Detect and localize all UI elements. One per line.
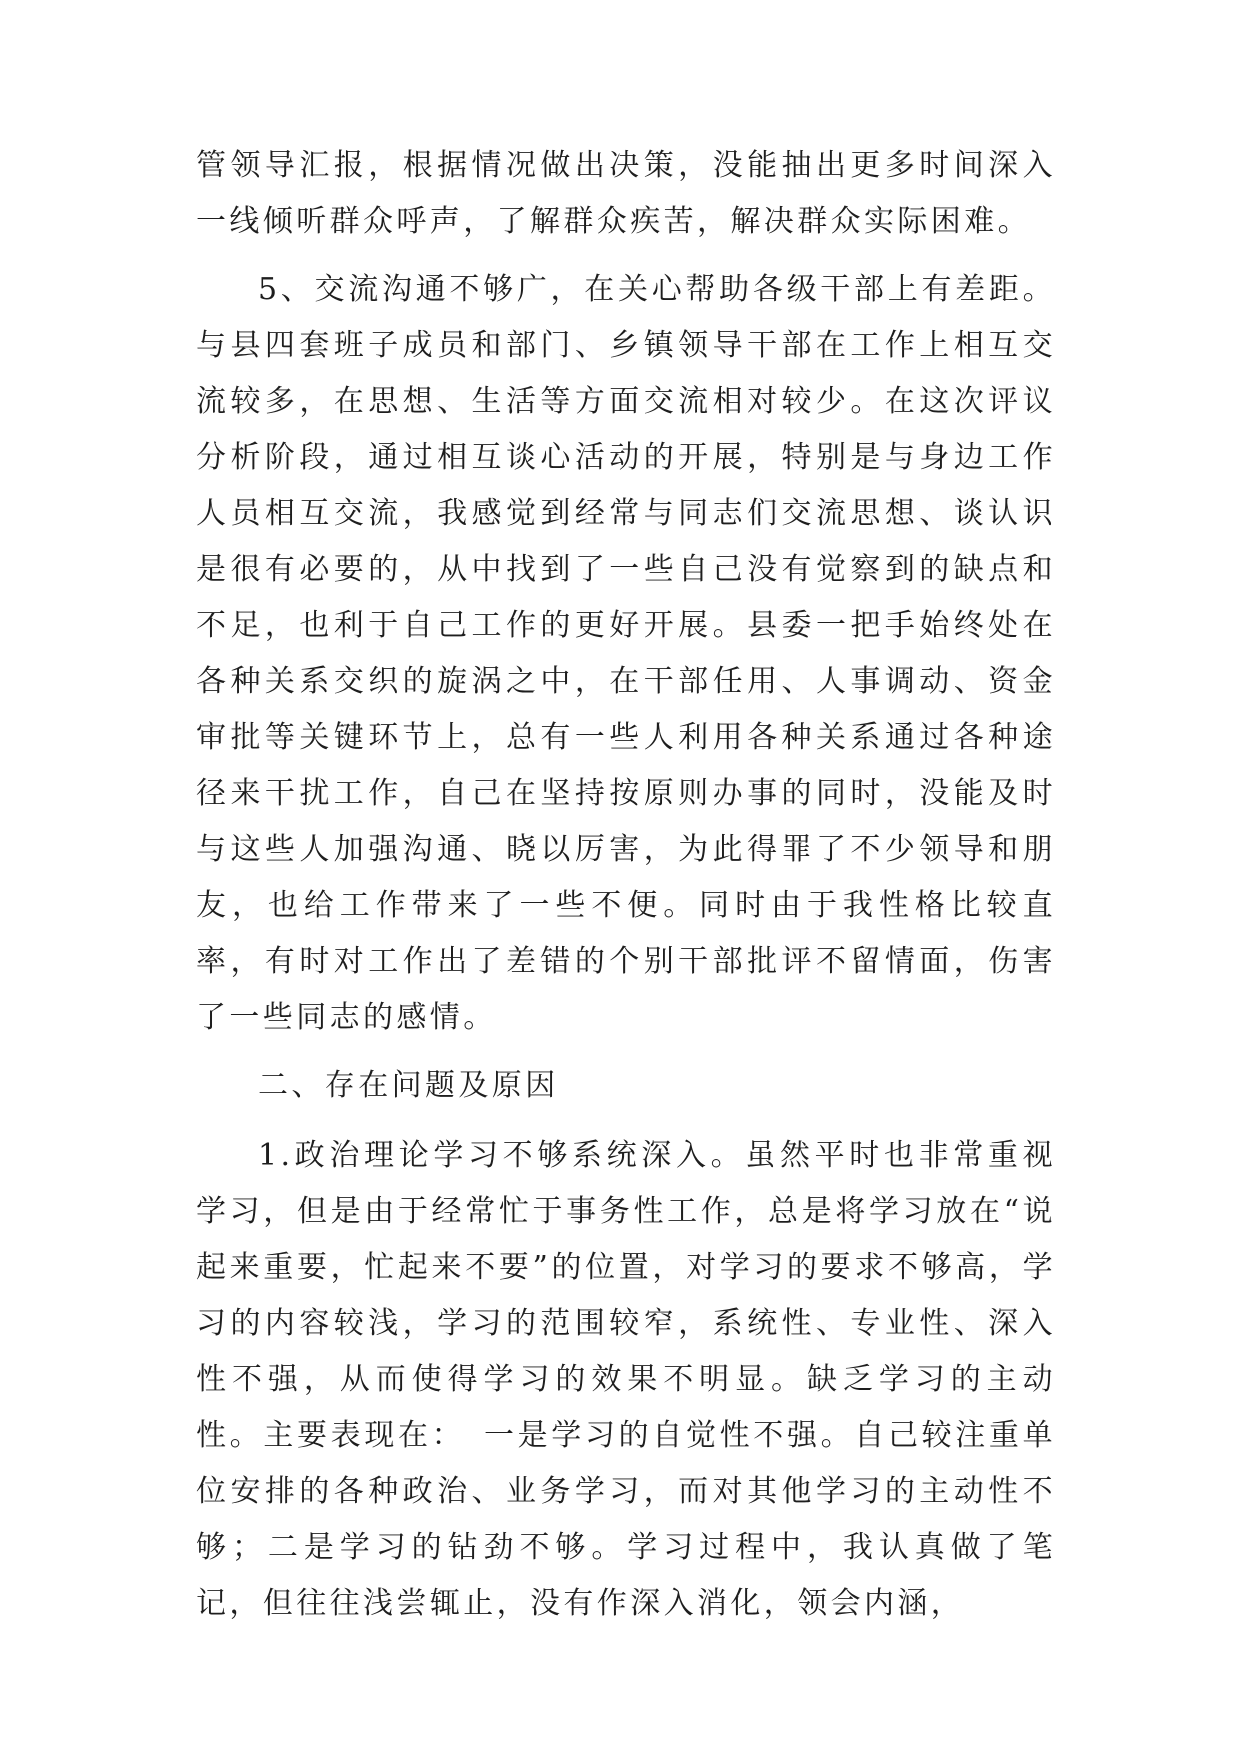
document-body <box>196 138 1056 1644</box>
section-heading-problems-causes: 二、存在问题及原因 <box>258 1068 559 1103</box>
paragraph-political-theory-study: 1.政治理论学习不够系统深入。虽然平时也非常重视学习，但是由于经常忙于事务性工作，总是将学习放在“说起来重要，忙起来不要”的位置，对学习的要求不够高，学习的内容较浅，学习的范围较窄，系统性、专业性、深入性不强，从而使得学习的效果不明显。缺乏学习的主动性。主要表现在： 一是学习的自觉性不强。自己较注重单位安排的各种政治、业务学习，而对其他学习的主动性不够；二是学习的钻劲不够。学习过程中，我认真做了笔记，但往往浅尝辄止，没有作深入消化，领会内涵， <box>196 1138 1056 1621</box>
paragraph-leadership-report: 管领导汇报，根据情况做出决策，没能抽出更多时间深入一线倾听群众呼声，了解群众疾苦，解决群众实际困难。 <box>196 148 1056 239</box>
paragraph-communication: 5、交流沟通不够广，在关心帮助各级干部上有差距。与县四套班子成员和部门、乡镇领导干部在工作上相互交流较多，在思想、生活等方面交流相对较少。在这次评议分析阶段，通过相互谈心活动的开展，特别是与身边工作人员相互交流，我感觉到经常与同志们交流思想、谈认识是很有必要的，从中找到了一些自己没有觉察到的缺点和不足，也利于自己工作的更好开展。县委一把手始终处在各种关系交织的旋涡之中，在干部任用、人事调动、资金审批等关键环节上，总有一些人利用各种关系通过各种途径来干扰工作，自己在坚持按原则办事的同时，没能及时与这些人加强沟通、晓以厉害，为此得罪了不少领导和朋友，也给工作带来了一些不便。同时由于我性格比较直率，有时对工作出了差错的个别干部批评不留情面，伤害了一些同志的感情。 <box>196 272 1056 1035</box>
